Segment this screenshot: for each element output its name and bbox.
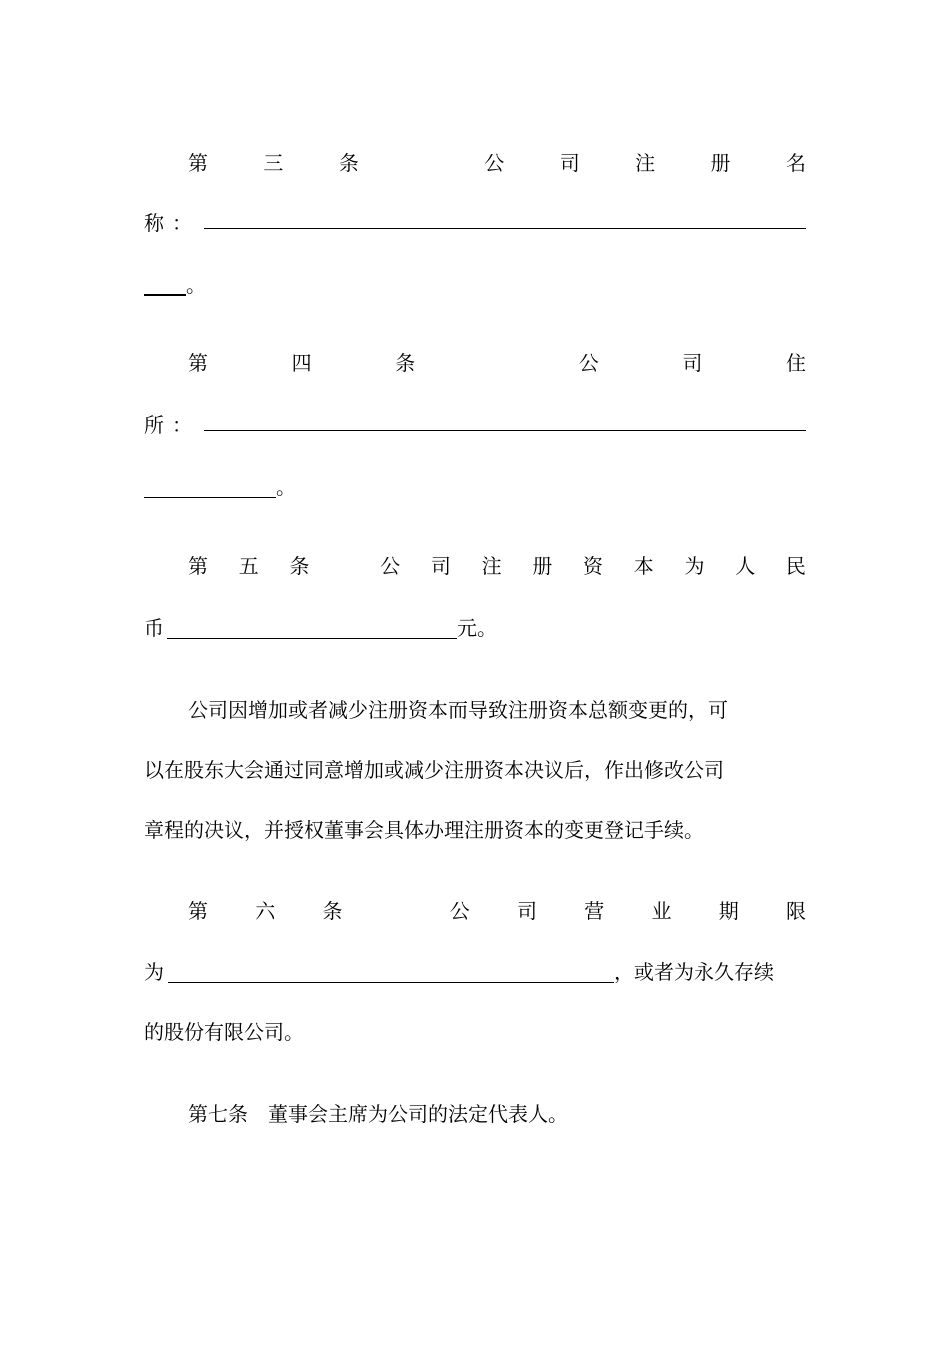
prefix: 为: [144, 960, 164, 984]
char: 期: [718, 899, 739, 923]
char: 公: [380, 554, 401, 578]
article-5-para-line-3: 章程的决议，并授权董事会具体办理注册资本的变更登记手续。: [144, 818, 704, 842]
char: 条: [395, 351, 416, 375]
char: 住: [785, 351, 806, 375]
char: 册: [710, 151, 731, 175]
label: 称：: [144, 211, 200, 235]
article-6-heading: [188, 896, 806, 926]
period: 。: [186, 273, 206, 297]
suffix: 元。: [457, 616, 497, 640]
char: 第: [188, 554, 208, 578]
article-5-para-line-2: 以在股东大会通过同意增加或减少注册资本决议后，作出修改公司: [144, 758, 724, 782]
char: 公: [449, 899, 470, 923]
char: 名: [785, 151, 806, 175]
char: 限: [786, 899, 806, 923]
char: 公: [578, 351, 599, 375]
article-3-name-line: [144, 208, 806, 238]
char: 营: [584, 899, 605, 923]
char: 司: [430, 554, 451, 578]
char: 条: [289, 554, 310, 578]
char: 司: [517, 899, 537, 923]
char: 业: [651, 899, 672, 923]
term-blank[interactable]: [168, 962, 614, 983]
char: 第: [188, 351, 208, 375]
char: 公: [484, 151, 505, 175]
article-5-heading: [188, 551, 806, 581]
address-blank[interactable]: [204, 410, 806, 431]
char: 民: [785, 554, 806, 578]
article-4-address-line-cont: [144, 472, 806, 502]
capital-amount-blank[interactable]: [167, 618, 457, 639]
article-3-heading: [188, 148, 806, 178]
prefix: 币: [144, 616, 164, 640]
company-name-blank[interactable]: [204, 208, 806, 229]
char: 司: [682, 351, 703, 375]
char: 本: [633, 554, 654, 578]
char: 注: [635, 151, 656, 175]
char: 三: [263, 151, 284, 175]
article-5-para-line-1: 公司因增加或者减少注册资本而导致注册资本总额变更的，可: [188, 698, 728, 722]
char: 注: [481, 554, 502, 578]
char: 司: [559, 151, 580, 175]
company-name-blank-cont[interactable]: [144, 274, 186, 296]
char: 五: [238, 554, 259, 578]
article-4-address-line: [144, 410, 806, 440]
address-blank-cont[interactable]: [144, 477, 276, 498]
period: 。: [276, 475, 296, 499]
label: 所：: [144, 413, 200, 437]
char: 四: [291, 351, 312, 375]
char: 人: [735, 554, 756, 578]
article-7: 第七条 董事会主席为公司的法定代表人。: [188, 1102, 568, 1126]
char: 第: [188, 151, 208, 175]
char: 条: [322, 899, 343, 923]
article-6-line-3: 的股份有限公司。: [144, 1020, 304, 1044]
article-5-capital-line: [144, 613, 806, 643]
char: 条: [338, 151, 359, 175]
char: 册: [532, 554, 553, 578]
suffix: ，或者为永久存续: [614, 960, 774, 984]
char: 第: [188, 899, 208, 923]
char: 六: [255, 899, 276, 923]
char: 资: [583, 554, 604, 578]
char: 为: [684, 554, 705, 578]
article-6-term-line: [144, 957, 806, 987]
article-4-heading: [188, 348, 806, 378]
article-3-name-line-cont: [144, 270, 806, 300]
